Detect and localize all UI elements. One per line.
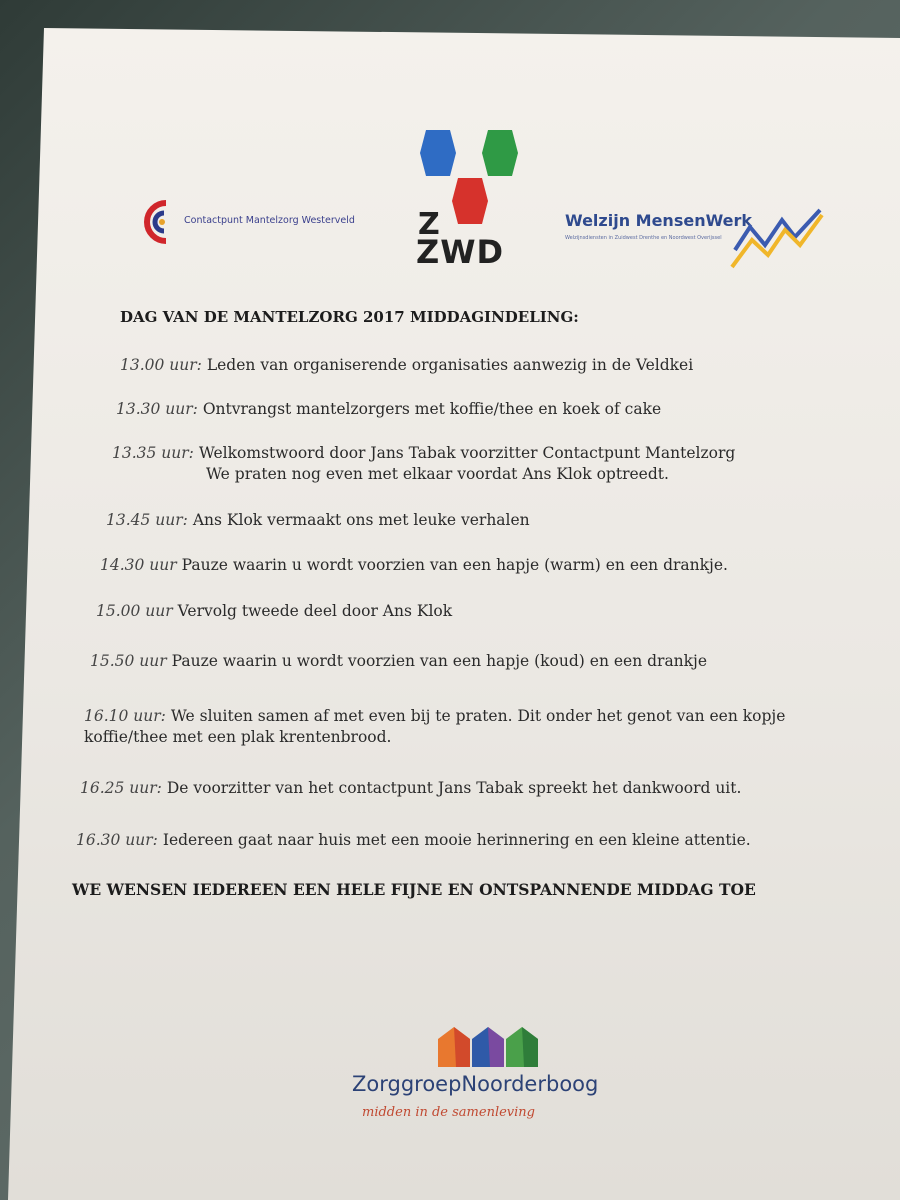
zorggroep-logo-tagline: midden in de samenleving bbox=[362, 1105, 535, 1120]
schedule-item bbox=[76, 830, 751, 851]
schedule-time: 16.10 uur: bbox=[84, 707, 166, 725]
schedule-item bbox=[84, 706, 785, 748]
welzijn-logo-title: Welzijn MensenWerk bbox=[565, 211, 753, 230]
schedule-item bbox=[80, 778, 741, 799]
houses-icon bbox=[438, 1025, 548, 1073]
schedule-item bbox=[100, 555, 728, 576]
closing-message: WE WENSEN IEDEREEN EEN HELE FIJNE EN ONTSPANNENDE MIDDAG TOE bbox=[72, 880, 756, 899]
zwd-logo-z: Z bbox=[418, 207, 440, 242]
schedule-time: 13.45 uur: bbox=[106, 511, 188, 529]
schedule-text-continued: We praten nog even met elkaar voordat Ans Klok optreedt. bbox=[206, 465, 669, 483]
welzijn-mensenwerk-logo bbox=[565, 205, 835, 275]
zorggroep-logo-name: ZorggroepNoorderboog bbox=[352, 1072, 599, 1096]
schedule-text: Iedereen gaat naar huis met een mooie herinnering en een kleine attentie. bbox=[162, 831, 751, 849]
schedule-text-continued: koffie/thee met een plak krentenbrood. bbox=[84, 728, 392, 746]
schedule-text: Vervolg tweede deel door Ans Klok bbox=[177, 602, 453, 620]
schedule-text: Pauze waarin u wordt voorzien van een hapje (koud) en een drankje bbox=[171, 652, 708, 670]
zorggroep-noorderboog-logo bbox=[340, 1025, 640, 1140]
schedule-item bbox=[112, 443, 735, 485]
welzijn-logo-subtitle: Welzijnsdiensten in Zuidwest Drenthe en Noordwest Overijssel bbox=[565, 235, 722, 241]
schedule-text: Welkomstwoord door Jans Tabak voorzitter Contactpunt Mantelzorg bbox=[198, 444, 736, 462]
schedule-time: 16.25 uur: bbox=[80, 779, 162, 797]
zwd-logo bbox=[410, 125, 545, 270]
contactpunt-logo-text: Contactpunt Mantelzorg Westerveld bbox=[184, 215, 355, 226]
schedule-item bbox=[90, 651, 707, 672]
schedule-text: Leden van organiserende organisaties aanwezig in de Veldkei bbox=[206, 356, 694, 374]
zigzag-arrow-icon bbox=[730, 205, 830, 275]
schedule-time: 13.35 uur: bbox=[112, 444, 194, 462]
schedule-item bbox=[96, 601, 452, 622]
page-title: DAG VAN DE MANTELZORG 2017 MIDDAGINDELING: bbox=[120, 308, 579, 326]
schedule-text: Ans Klok vermaakt ons met leuke verhalen bbox=[192, 511, 530, 529]
schedule-item bbox=[106, 510, 530, 531]
schedule-time: 13.30 uur: bbox=[116, 400, 198, 418]
schedule-text: Ontvrangst mantelzorgers met koffie/thee en koek of cake bbox=[202, 400, 662, 418]
schedule-text: De voorzitter van het contactpunt Jans Tabak spreekt het dankwoord uit. bbox=[166, 779, 742, 797]
zwd-logo-text: ZWD bbox=[416, 233, 505, 271]
schedule-item bbox=[120, 355, 693, 376]
contactpunt-swirl-icon bbox=[140, 195, 180, 250]
schedule-text: Pauze waarin u wordt voorzien van een hapje (warm) en een drankje. bbox=[181, 556, 728, 574]
schedule-time: 16.30 uur: bbox=[76, 831, 158, 849]
contactpunt-logo bbox=[140, 195, 370, 250]
schedule-text: We sluiten samen af met even bij te praten. Dit onder het genot van een kopje bbox=[170, 707, 786, 725]
schedule-time: 15.00 uur bbox=[96, 602, 173, 620]
schedule-item bbox=[116, 399, 661, 420]
schedule-time: 15.50 uur bbox=[90, 652, 167, 670]
schedule-time: 13.00 uur: bbox=[120, 356, 202, 374]
schedule-time: 14.30 uur bbox=[100, 556, 177, 574]
